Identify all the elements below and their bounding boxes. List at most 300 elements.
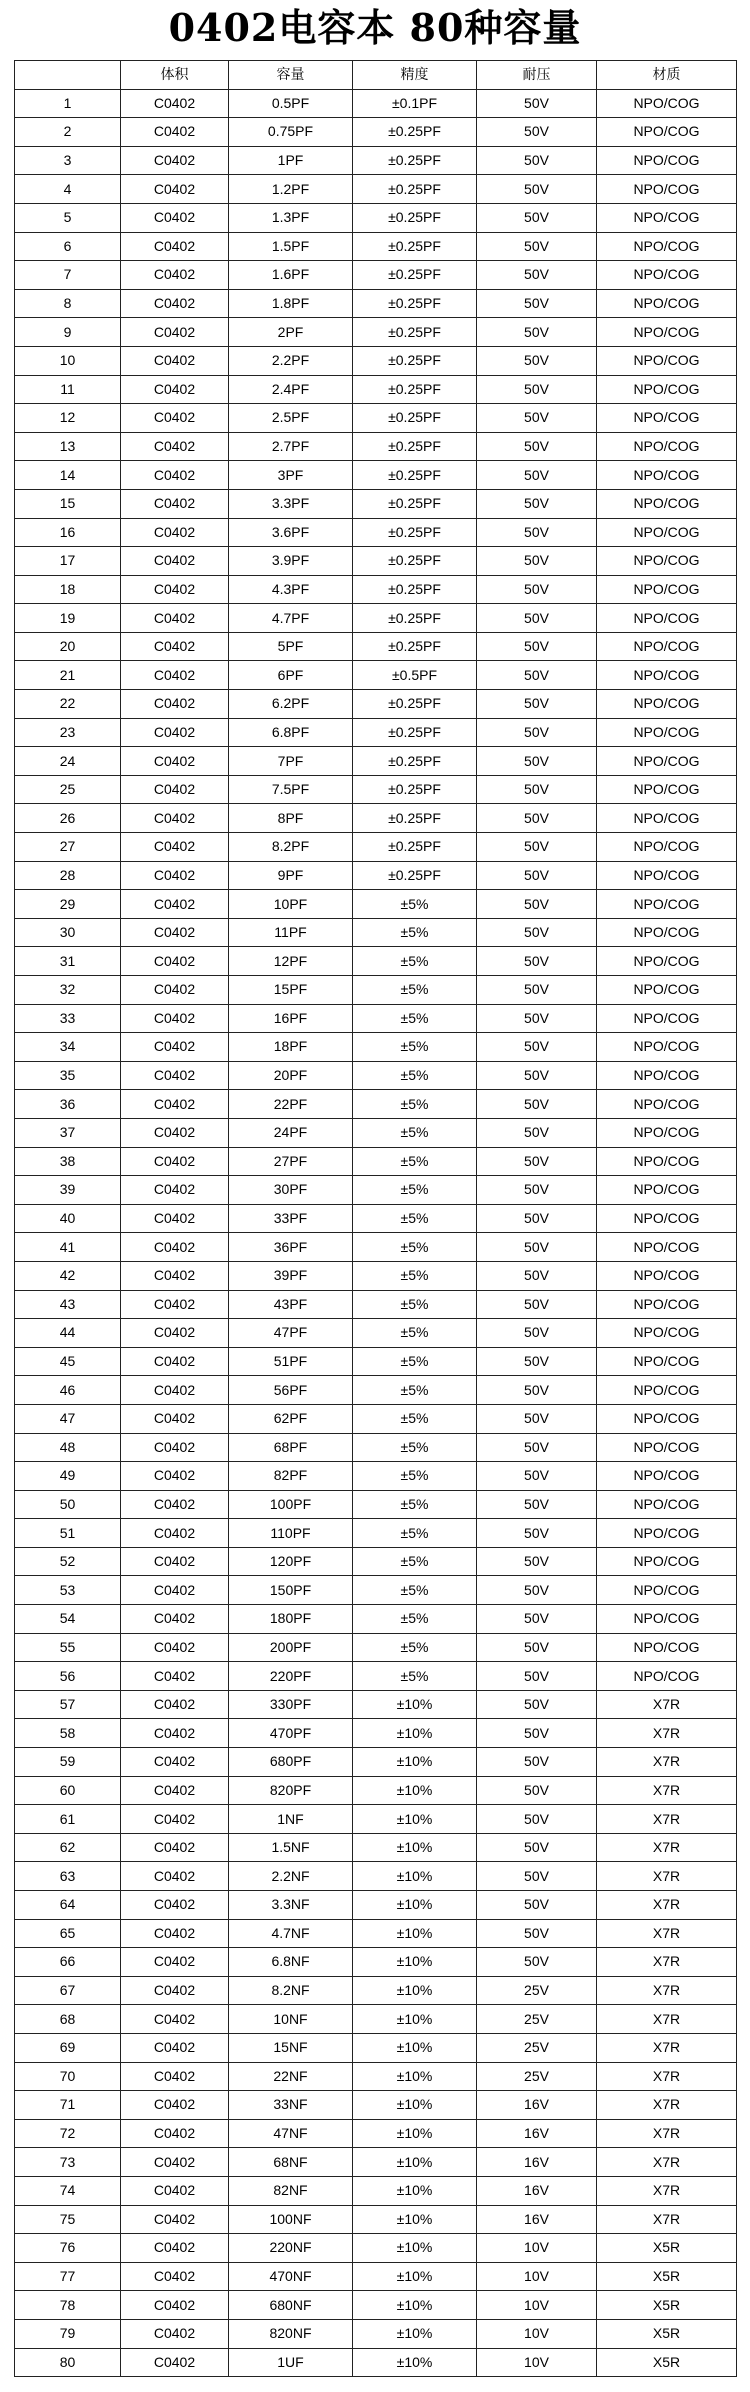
table-row [15,2062,737,2091]
cell-package: C0402 [121,146,229,175]
cell-capacitance: 1.5NF [229,1833,353,1862]
cell-voltage: 50V [477,1862,597,1891]
table-row [15,1776,737,1805]
cell-material: NPO/COG [597,1347,737,1376]
table-row [15,1347,737,1376]
cell-material: NPO/COG [597,718,737,747]
cell-material: NPO/COG [597,1605,737,1634]
cell-tolerance: ±5% [353,1233,477,1262]
cell-tolerance: ±0.25PF [353,289,477,318]
table-row [15,2234,737,2263]
cell-voltage: 25V [477,2033,597,2062]
cell-tolerance: ±10% [353,1805,477,1834]
cell-capacitance: 220PF [229,1662,353,1691]
cell-capacitance: 1PF [229,146,353,175]
cell-package: C0402 [121,547,229,576]
cell-index: 58 [15,1719,121,1748]
cell-package: C0402 [121,1919,229,1948]
cell-index: 17 [15,547,121,576]
cell-index: 75 [15,2205,121,2234]
cell-voltage: 50V [477,203,597,232]
cell-package: C0402 [121,404,229,433]
cell-material: NPO/COG [597,661,737,690]
cell-material: X5R [597,2291,737,2320]
cell-index: 39 [15,1176,121,1205]
cell-tolerance: ±5% [353,890,477,919]
cell-package: C0402 [121,1319,229,1348]
cell-package: C0402 [121,1662,229,1691]
cell-material: NPO/COG [597,461,737,490]
cell-tolerance: ±0.25PF [353,346,477,375]
table-row [15,146,737,175]
cell-voltage: 50V [477,661,597,690]
cell-capacitance: 82PF [229,1462,353,1491]
table-row [15,1519,737,1548]
cell-capacitance: 1.3PF [229,203,353,232]
cell-capacitance: 20PF [229,1061,353,1090]
cell-tolerance: ±10% [353,1919,477,1948]
cell-index: 1 [15,89,121,118]
table-row [15,833,737,862]
table-row [15,775,737,804]
table-row [15,1976,737,2005]
cell-voltage: 50V [477,1404,597,1433]
cell-index: 32 [15,976,121,1005]
cell-voltage: 50V [477,547,597,576]
table-row [15,1891,737,1920]
cell-material: NPO/COG [597,346,737,375]
cell-index: 64 [15,1891,121,1920]
cell-tolerance: ±0.25PF [353,118,477,147]
cell-package: C0402 [121,175,229,204]
cell-package: C0402 [121,2119,229,2148]
cell-tolerance: ±5% [353,1204,477,1233]
page-title: 0402电容本 80种容量 [168,5,582,50]
cell-tolerance: ±0.5PF [353,661,477,690]
table-row [15,2205,737,2234]
cell-tolerance: ±0.25PF [353,575,477,604]
cell-material: X7R [597,2005,737,2034]
cell-package: C0402 [121,2033,229,2062]
cell-index: 23 [15,718,121,747]
cell-index: 7 [15,261,121,290]
cell-voltage: 50V [477,1547,597,1576]
cell-material: NPO/COG [597,261,737,290]
table-row [15,432,737,461]
cell-material: NPO/COG [597,1233,737,1262]
cell-material: X7R [597,1891,737,1920]
cell-voltage: 50V [477,375,597,404]
cell-index: 51 [15,1519,121,1548]
table-row [15,1233,737,1262]
table-row [15,2176,737,2205]
table-row [15,575,737,604]
cell-voltage: 50V [477,1605,597,1634]
cell-voltage: 50V [477,1004,597,1033]
cell-voltage: 10V [477,2291,597,2320]
cell-material: NPO/COG [597,489,737,518]
cell-package: C0402 [121,1948,229,1977]
table-row [15,118,737,147]
cell-capacitance: 18PF [229,1033,353,1062]
table-row [15,1948,737,1977]
cell-index: 74 [15,2176,121,2205]
cell-package: C0402 [121,604,229,633]
cell-package: C0402 [121,804,229,833]
cell-tolerance: ±10% [353,2348,477,2377]
cell-package: C0402 [121,1576,229,1605]
cell-voltage: 50V [477,89,597,118]
cell-material: NPO/COG [597,1404,737,1433]
cell-tolerance: ±10% [353,1748,477,1777]
cell-voltage: 50V [477,518,597,547]
cell-index: 15 [15,489,121,518]
cell-package: C0402 [121,1690,229,1719]
cell-package: C0402 [121,690,229,719]
cell-tolerance: ±5% [353,1433,477,1462]
cell-tolerance: ±10% [353,2234,477,2263]
cell-index: 49 [15,1462,121,1491]
cell-tolerance: ±0.25PF [353,632,477,661]
cell-tolerance: ±5% [353,918,477,947]
cell-index: 2 [15,118,121,147]
cell-capacitance: 4.7NF [229,1919,353,1948]
cell-material: X7R [597,2176,737,2205]
cell-package: C0402 [121,1833,229,1862]
cell-material: NPO/COG [597,861,737,890]
cell-capacitance: 470PF [229,1719,353,1748]
cell-tolerance: ±5% [353,1462,477,1491]
cell-material: X7R [597,1805,737,1834]
cell-package: C0402 [121,1719,229,1748]
cell-tolerance: ±0.25PF [353,747,477,776]
cell-index: 62 [15,1833,121,1862]
table-row [15,947,737,976]
cell-voltage: 10V [477,2348,597,2377]
cell-capacitance: 330PF [229,1690,353,1719]
cell-voltage: 50V [477,690,597,719]
cell-tolerance: ±5% [353,1633,477,1662]
cell-material: X7R [597,1748,737,1777]
cell-voltage: 50V [477,833,597,862]
cell-material: X7R [597,2091,737,2120]
cell-package: C0402 [121,1547,229,1576]
cell-material: X7R [597,1862,737,1891]
cell-package: C0402 [121,775,229,804]
cell-capacitance: 1UF [229,2348,353,2377]
cell-capacitance: 9PF [229,861,353,890]
cell-index: 3 [15,146,121,175]
cell-voltage: 50V [477,175,597,204]
cell-tolerance: ±0.25PF [353,775,477,804]
table-row [15,2262,737,2291]
cell-tolerance: ±0.25PF [353,547,477,576]
cell-material: NPO/COG [597,432,737,461]
cell-tolerance: ±5% [353,1576,477,1605]
cell-capacitance: 62PF [229,1404,353,1433]
cell-index: 25 [15,775,121,804]
table-row [15,1605,737,1634]
cell-material: NPO/COG [597,1176,737,1205]
cell-capacitance: 51PF [229,1347,353,1376]
cell-voltage: 50V [477,146,597,175]
cell-capacitance: 100PF [229,1490,353,1519]
cell-capacitance: 33PF [229,1204,353,1233]
cell-tolerance: ±0.25PF [353,261,477,290]
header-tolerance: 精度 [353,61,477,90]
table-row [15,1490,737,1519]
table-row [15,1376,737,1405]
cell-tolerance: ±0.25PF [353,489,477,518]
cell-package: C0402 [121,1204,229,1233]
cell-tolerance: ±5% [353,976,477,1005]
cell-index: 69 [15,2033,121,2062]
cell-voltage: 50V [477,1662,597,1691]
cell-capacitance: 47NF [229,2119,353,2148]
cell-package: C0402 [121,2348,229,2377]
cell-package: C0402 [121,2005,229,2034]
cell-package: C0402 [121,518,229,547]
table-row [15,1204,737,1233]
cell-index: 33 [15,1004,121,1033]
cell-index: 72 [15,2119,121,2148]
cell-tolerance: ±5% [353,1033,477,1062]
cell-tolerance: ±0.25PF [353,203,477,232]
cell-index: 59 [15,1748,121,1777]
cell-tolerance: ±5% [353,1547,477,1576]
cell-tolerance: ±5% [353,1519,477,1548]
table-row [15,890,737,919]
cell-voltage: 50V [477,1319,597,1348]
cell-material: NPO/COG [597,146,737,175]
cell-material: X5R [597,2348,737,2377]
cell-package: C0402 [121,2262,229,2291]
table-row [15,1433,737,1462]
cell-voltage: 50V [477,1719,597,1748]
cell-tolerance: ±0.25PF [353,833,477,862]
cell-voltage: 10V [477,2234,597,2263]
cell-voltage: 25V [477,2062,597,2091]
cell-package: C0402 [121,375,229,404]
cell-voltage: 50V [477,890,597,919]
table-row [15,1662,737,1691]
cell-voltage: 50V [477,861,597,890]
cell-voltage: 50V [477,1919,597,1948]
cell-package: C0402 [121,89,229,118]
cell-tolerance: ±0.25PF [353,461,477,490]
cell-package: C0402 [121,1376,229,1405]
cell-index: 65 [15,1919,121,1948]
cell-package: C0402 [121,1118,229,1147]
cell-index: 60 [15,1776,121,1805]
cell-tolerance: ±10% [353,2176,477,2205]
cell-material: NPO/COG [597,1261,737,1290]
cell-package: C0402 [121,2234,229,2263]
cell-tolerance: ±10% [353,2119,477,2148]
cell-package: C0402 [121,1176,229,1205]
cell-material: NPO/COG [597,918,737,947]
cell-tolerance: ±10% [353,2262,477,2291]
cell-material: NPO/COG [597,1290,737,1319]
cell-capacitance: 2.4PF [229,375,353,404]
table-row [15,1061,737,1090]
cell-index: 21 [15,661,121,690]
cell-capacitance: 5PF [229,632,353,661]
cell-voltage: 50V [477,1204,597,1233]
cell-material: X7R [597,2148,737,2177]
cell-capacitance: 68PF [229,1433,353,1462]
cell-voltage: 50V [477,232,597,261]
cell-material: NPO/COG [597,289,737,318]
cell-voltage: 10V [477,2319,597,2348]
cell-package: C0402 [121,2176,229,2205]
table-row [15,632,737,661]
cell-material: NPO/COG [597,1061,737,1090]
cell-voltage: 50V [477,318,597,347]
cell-tolerance: ±5% [353,1147,477,1176]
cell-package: C0402 [121,2205,229,2234]
table-row [15,1404,737,1433]
cell-material: NPO/COG [597,804,737,833]
cell-package: C0402 [121,261,229,290]
cell-material: NPO/COG [597,375,737,404]
cell-capacitance: 10NF [229,2005,353,2034]
cell-package: C0402 [121,661,229,690]
cell-package: C0402 [121,232,229,261]
cell-index: 73 [15,2148,121,2177]
cell-tolerance: ±10% [353,2005,477,2034]
cell-material: X7R [597,1948,737,1977]
cell-capacitance: 3.3PF [229,489,353,518]
cell-capacitance: 1.6PF [229,261,353,290]
cell-voltage: 16V [477,2119,597,2148]
cell-voltage: 50V [477,804,597,833]
cell-package: C0402 [121,575,229,604]
cell-voltage: 50V [477,1376,597,1405]
cell-index: 13 [15,432,121,461]
cell-tolerance: ±5% [353,1118,477,1147]
cell-package: C0402 [121,1233,229,1262]
cell-material: NPO/COG [597,1118,737,1147]
cell-package: C0402 [121,1261,229,1290]
table-row [15,604,737,633]
table-row [15,2291,737,2320]
cell-index: 42 [15,1261,121,1290]
cell-voltage: 50V [477,1748,597,1777]
cell-index: 35 [15,1061,121,1090]
table-row [15,518,737,547]
cell-tolerance: ±5% [353,1061,477,1090]
cell-voltage: 50V [477,1176,597,1205]
cell-tolerance: ±5% [353,1176,477,1205]
cell-capacitance: 0.5PF [229,89,353,118]
cell-capacitance: 2.5PF [229,404,353,433]
cell-material: NPO/COG [597,203,737,232]
cell-capacitance: 39PF [229,1261,353,1290]
cell-package: C0402 [121,2062,229,2091]
cell-voltage: 50V [477,1690,597,1719]
cell-tolerance: ±10% [353,2205,477,2234]
cell-voltage: 50V [477,1519,597,1548]
cell-package: C0402 [121,890,229,919]
cell-tolerance: ±0.25PF [353,318,477,347]
cell-material: NPO/COG [597,575,737,604]
cell-package: C0402 [121,1891,229,1920]
cell-capacitance: 43PF [229,1290,353,1319]
table-row [15,1033,737,1062]
cell-package: C0402 [121,1404,229,1433]
table-row [15,89,737,118]
cell-package: C0402 [121,461,229,490]
cell-capacitance: 110PF [229,1519,353,1548]
cell-capacitance: 3.9PF [229,547,353,576]
cell-capacitance: 6.8NF [229,1948,353,1977]
table-row [15,1319,737,1348]
cell-tolerance: ±0.25PF [353,804,477,833]
cell-capacitance: 8PF [229,804,353,833]
cell-index: 38 [15,1147,121,1176]
cell-tolerance: ±5% [353,1347,477,1376]
cell-capacitance: 11PF [229,918,353,947]
cell-package: C0402 [121,1090,229,1119]
cell-index: 43 [15,1290,121,1319]
table-row [15,2319,737,2348]
cell-tolerance: ±0.25PF [353,404,477,433]
cell-package: C0402 [121,1061,229,1090]
cell-index: 40 [15,1204,121,1233]
cell-voltage: 50V [477,1490,597,1519]
cell-material: NPO/COG [597,1576,737,1605]
cell-material: NPO/COG [597,547,737,576]
cell-index: 78 [15,2291,121,2320]
cell-material: X5R [597,2234,737,2263]
table-row [15,2091,737,2120]
cell-capacitance: 16PF [229,1004,353,1033]
cell-capacitance: 7PF [229,747,353,776]
cell-tolerance: ±10% [353,1719,477,1748]
table-row [15,804,737,833]
cell-material: NPO/COG [597,1633,737,1662]
table-row [15,1633,737,1662]
table-row [15,232,737,261]
cell-capacitance: 6.8PF [229,718,353,747]
cell-material: X7R [597,2119,737,2148]
cell-tolerance: ±10% [353,1690,477,1719]
cell-tolerance: ±0.25PF [353,604,477,633]
cell-index: 14 [15,461,121,490]
cell-index: 27 [15,833,121,862]
cell-material: NPO/COG [597,632,737,661]
cell-voltage: 25V [477,2005,597,2034]
cell-material: NPO/COG [597,118,737,147]
table-row [15,261,737,290]
cell-tolerance: ±5% [353,1261,477,1290]
cell-voltage: 50V [477,1118,597,1147]
cell-package: C0402 [121,718,229,747]
cell-capacitance: 22NF [229,2062,353,2091]
cell-voltage: 50V [477,1290,597,1319]
cell-index: 37 [15,1118,121,1147]
cell-capacitance: 33NF [229,2091,353,2120]
cell-voltage: 50V [477,1633,597,1662]
cell-index: 54 [15,1605,121,1634]
cell-material: NPO/COG [597,1033,737,1062]
cell-material: NPO/COG [597,1319,737,1348]
cell-voltage: 50V [477,1261,597,1290]
cell-index: 18 [15,575,121,604]
cell-tolerance: ±10% [353,1948,477,1977]
cell-material: NPO/COG [597,1490,737,1519]
